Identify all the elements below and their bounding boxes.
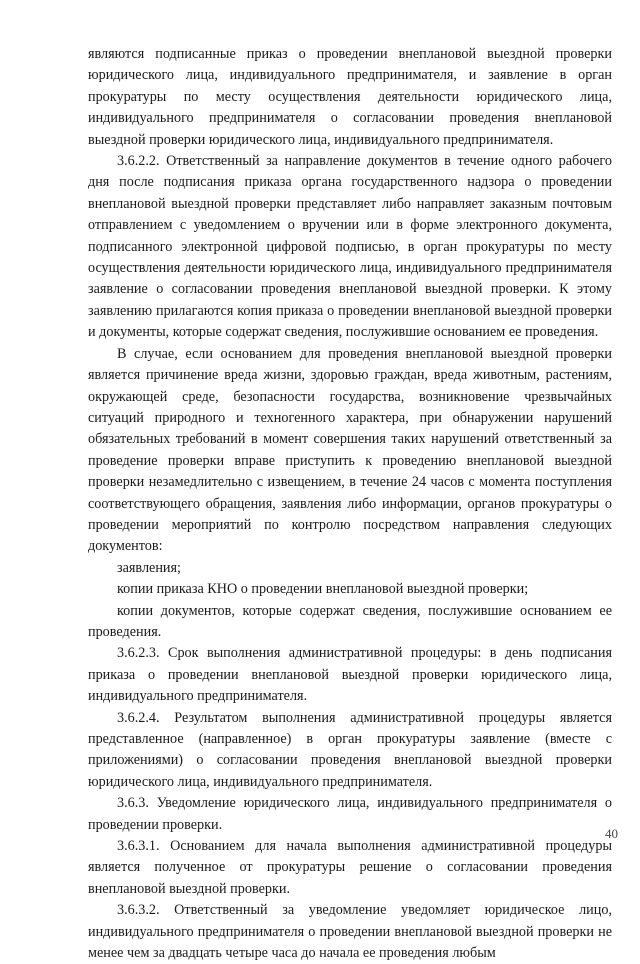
paragraph-3-6-2-3: 3.6.2.3. Срок выполнения административной процедуры: в день подписания приказа о проведении внеплановой выездной проверки юридического лица, индивидуального предпринимателя. — [88, 645, 612, 705]
paragraph-3-6-2-2: 3.6.2.2. Ответственный за направление документов в течение одного рабочего дня после подписания приказа органа государственного надзора о проведении внеплановой выездной проверки представляет либо направляет заказным почтовым отправлением с уведомлением о вручении или в форме электронного документа, подписанного электронной цифровой подписью, в орган прокуратуры по месту осуществления деятельности юридического лица, индивидуального предпринимателя заявление о согласовании проведения внеплановой выездной проверки. К этому заявлению прилагаются копия приказа о проведении внеплановой выездной проверки и документы, которые содержат сведения, послужившие основанием ее проведения. — [88, 153, 612, 341]
paragraph-3-6-3-1: 3.6.3.1. Основанием для начала выполнения административной процедуры является полученное от прокуратуры решение о согласовании проведения внеплановой выездной проверки. — [88, 838, 612, 897]
page-number: 40 — [605, 826, 618, 841]
paragraph-3-6-3: 3.6.3. Уведомление юридического лица, индивидуального предпринимателя о проведении проверки. — [88, 795, 612, 833]
list-item-statement: заявления; — [117, 559, 181, 576]
document-body — [88, 44, 612, 964]
paragraph-3-6-2-4: 3.6.2.4. Результатом выполнения административной процедуры является представленное (направленное) в орган прокуратуры заявление (вместе с приложениями) о согласовании проведения внеплановой выездной проверки юридического лица, индивидуального предпринимателя. — [88, 709, 612, 790]
list-item-documents-copy: копии документов, которые содержат сведения, послужившие основанием ее проведения. — [88, 602, 612, 640]
paragraph-continuation: являются подписанные приказ о проведении внеплановой выездной проверки юридического лица, индивидуального предпринимателя, и заявление в орган прокуратуры по месту осуществления деятельности юридического лица, индивидуального предпринимателя о согласовании проведения внеплановой выездной проверки юридического лица, индивидуального предпринимателя. — [88, 46, 612, 148]
paragraph-unscheduled-inspection-case: В случае, если основанием для проведения внеплановой выездной проверки является причинение вреда жизни, здоровью граждан, вреда животным, растениям, окружающей среде, безопасности государства, возникновение чрезвычайных ситуаций природного и техногенного характера, при обнаружении нарушений обязательных требований в момент совершения таких нарушений ответственный за проведение проверки вправе приступить к проведению внеплановой выездной проверки незамедлительно с извещением, в течение 24 часов с момента поступления соответствующего обращения, заявления либо информации, органов прокуратуры о проведении мероприятий по контролю посредством направления следующих документов: — [88, 345, 612, 555]
paragraph-3-6-3-2: 3.6.3.2. Ответственный за уведомление уведомляет юридическое лицо, индивидуального предпринимателя о проведении внеплановой выездной проверки не менее чем за двадцать четыре часа до начала ее проведения любым — [88, 902, 612, 962]
list-item-order-copy: копии приказа КНО о проведении внеплановой выездной проверки; — [117, 581, 529, 598]
